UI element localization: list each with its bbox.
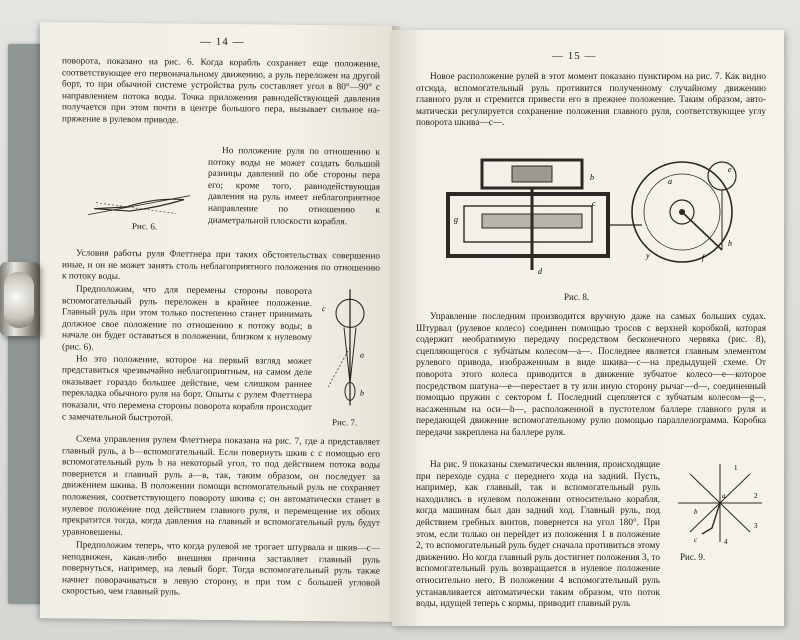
figure-9-rudder-positions	[672, 458, 768, 548]
page-number: — 15 —	[552, 50, 597, 62]
paragraph-text: Предположим, что для перемены стороны поворота вспомогательный руль переложен в крайнее положение. Главный руль при этом только постепенно станет принимать должное свое положение по отношению к потоку воды; в начале он будет оставаться в положении, близком к нулевому (рис. 6).	[62, 284, 312, 353]
paragraph-text: Новое расположение рулей в этот момент показано пунктиром на рис. 7. Как видно отсюда, вспомогательный руль противится полученному случайному движению главного руля и стремится привести его в прежнее положение. Таким образом, автоматически регулируется сохранение положения главного руля, соответствующее углу поворота шкива—c—.	[416, 72, 766, 129]
paragraph-text: Но это положение, которое на первый взгляд может представиться чрезвычайно неблагоприятным, на самом деле оказывает гораздо большее действие, чем слишком раннее перекладка обычного руля на борт. Опыты с рулем Флеттнера показали, что перемена стороны поворота корабля происходит с замечательной быстротой.	[62, 354, 312, 424]
figure-6-caption: Рис. 6.	[132, 221, 158, 232]
figure-9-label: c	[694, 536, 698, 544]
paragraph-text: Управление последним производится вручную даже на самых больших судах. Штурвал (рулевое колесо) соединен помощью тросов с верхней коробкой, которая содержит необратимую передачу посредством бесконечного червяка (рис. 8), сцепляющегося с зубчатым колесом—a—. Последнее является главным элементом рулевого привода, изображенным в виде шкива—c—на предыдущей схеме. От поворота этого колеса приводится в движение зубчатое колесо—e—которое посредством шатуна—e—перестает в ту или иную сторону рычаг—d—, соединенный помощью пружин с сектором f. Последний сцепляется с зубчатым колесом—g—, насаженным на оси—h—, расположенной в пустотелом баллере главного руля и передающей движение вспомогательному рулю помощью параллелограмма. Коробка передачи закреплена на баллере руля.	[416, 312, 766, 438]
paragraph-text: Но положение руля по отношению к потоку воды не может создать большой разницы давлений по обе стороны пера его; кроме того, равнодействующая давления на руль имеет неблагоприятное направление по отношению к диаметральной плоскости корабля.	[208, 146, 380, 227]
figure-8-caption: Рис. 8.	[564, 292, 590, 302]
figure-9-label: b	[694, 508, 698, 516]
figure-8-label: a	[668, 177, 672, 186]
page-number: — 14 —	[200, 35, 245, 49]
paragraph	[208, 146, 380, 229]
right-page	[392, 30, 784, 626]
metal-cylinder-highlight	[4, 272, 34, 328]
paragraph-text: Предположим теперь, что когда рулевой не трогает штурвала и шкив—c—неподвижен, какая-либо внешняя причина заставляет главный руль повернуться, например, на левый борт. Тогда вспомогательный руль также начнет поворачиваться в левую сторону, и при том с большей угловой скоростью, чем главный руль.	[62, 540, 380, 598]
paragraph	[416, 460, 660, 611]
figure-8-label: y	[646, 251, 650, 260]
paragraph-text: На рис. 9 показаны схематически явления, происходящие при переходе судна с переднего хода на задний. Пусть, например, как главный, так и вспомогательный руль находились в нулевом положении относительно корабля, когда машинам был дан задний ход. Главный руль, под действием гребных винтов, повернется на угол 180°. При этом, если только он перейдет из положения 1 в положение 2, то вспомогательный руль будет сначала противиться этому движению. Но когда главный руль достигнет положения 3, то вспомогательный руль возвращается в нулевое положение относительно него. В положении 4 вспомогательный руль устанавливается автоматически таким образом, что поток воды, идущей теперь с кормы, приводит главный руль	[416, 460, 660, 610]
figure-9-label: 4	[724, 538, 728, 546]
figure-7-label: c	[322, 304, 326, 314]
figure-7-label: b	[360, 388, 364, 398]
paragraph-text: Условия работы руля Флеттнера при таких обстоятельствах совершенно иные, и он не может занять столь неблагоприятного положения по отношению к потоку воды.	[62, 248, 380, 283]
paragraph	[416, 72, 766, 130]
paragraph	[62, 248, 380, 286]
figure-8-label: h	[728, 239, 732, 248]
figure-8-label: f	[702, 253, 705, 262]
figure-8-label: e	[728, 165, 732, 174]
figure-8-gear-mechanism	[442, 150, 742, 282]
figure-7-label: a	[360, 350, 364, 360]
figure-9-label: a	[722, 492, 726, 500]
figure-7-caption: Рис. 7.	[332, 417, 358, 428]
figure-7-rudder-scheme	[318, 287, 382, 418]
figure-9-label: 2	[754, 492, 758, 500]
figure-8-label: g	[454, 215, 458, 224]
figure-8-label: c	[592, 199, 596, 208]
figure-8-label: d	[538, 267, 542, 276]
paragraph	[62, 56, 380, 129]
figure-8-label: b	[590, 173, 594, 182]
left-page	[40, 22, 400, 622]
figure-9-label: 3	[754, 522, 758, 530]
paragraph	[416, 312, 766, 440]
paragraph	[62, 284, 312, 426]
paragraph	[62, 540, 380, 601]
paragraph-text: Схема управления рулем Флеттнера показана на рис. 7, где a представляет главный руль, a b—вспомогательный. Если повернуть шкив c с помощью его вспомогательный руль b на некоторый угол, то под действием потока воды повернется и главный руль a—в, так, таким образом, он последует за движением шкива. В положении помощи вспомогательный руль не сохраняет положения, соответствующего повороту шкива c; он автоматически станет в нулевое положение под действием главного руля, и перемещение их обоих прекратится тогда, когда давления на главный и вспомогательный руль будут уравновешены.	[62, 434, 380, 538]
figure-9-caption: Рис. 9.	[680, 552, 706, 562]
figure-9-label: 1	[734, 464, 738, 472]
paragraph-text: поворота, показано на рис. 6. Когда корабль сохраняет еще положение, соответствующее его первоначальному движению, а руль переложен на другой борт, то при обычной системе устройства руль составляет угол в 80°—90° с направлением потока воды. Точка приложения равнодействующей давления получается при этом почти в центре большого пера, вызывает сильное напряжение в рулевом приводе.	[62, 56, 380, 126]
paragraph	[62, 434, 380, 542]
